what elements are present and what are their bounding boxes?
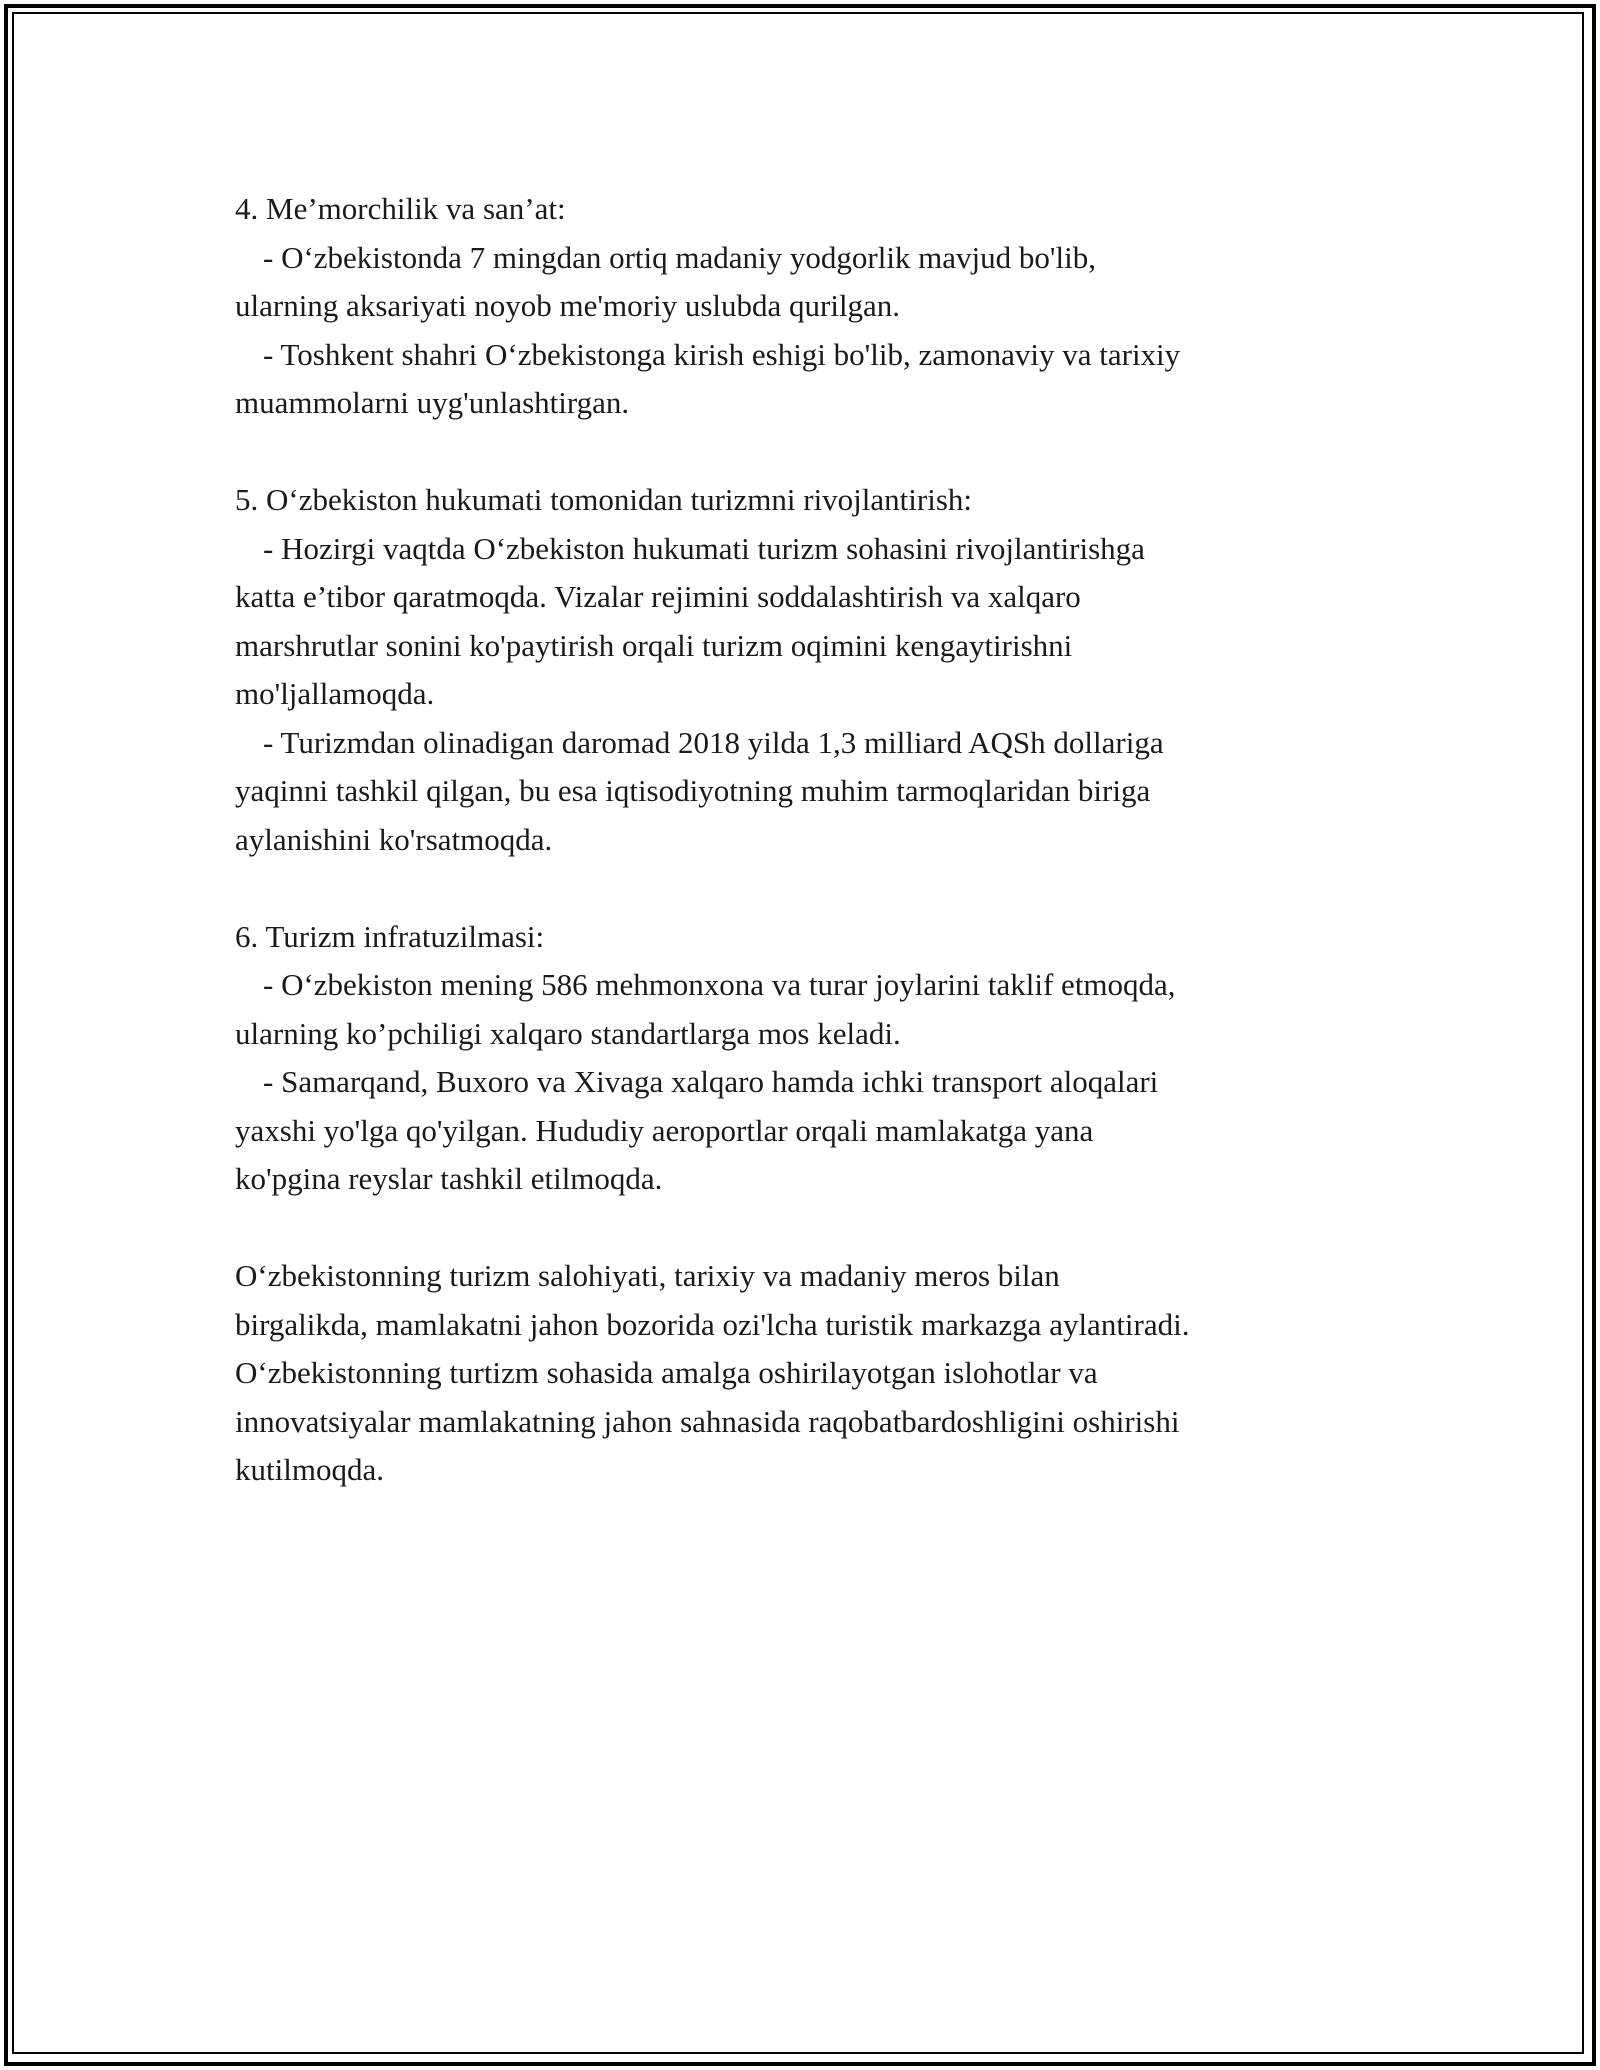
bullet-text-continued: ularning aksariyati noyob me'moriy uslubda qurilgan.: [235, 288, 901, 323]
bullet-text-continued: marshrutlar sonini ko'paytirish orqali turizm oqimini kengaytirishni: [235, 627, 1073, 663]
bullet-text: - O‘zbekistonda 7 mingdan ortiq madaniy yodgorlik mavjud bo'lib,: [263, 239, 1096, 275]
bullet-text-continued: katta e’tibor qaratmoqda. Vizalar rejimini soddalashtirish va xalqaro: [235, 579, 1081, 614]
paragraph-line: O‘zbekistonning turizm salohiyati, tarixiy va madaniy meros bilan: [235, 1258, 1060, 1293]
section-architecture-art: [235, 185, 1415, 428]
section-tourism-infrastructure: [235, 913, 1415, 1204]
section-heading: 4. Me’morchilik va san’at:: [235, 191, 566, 226]
paragraph-line: kutilmoqda.: [235, 1452, 384, 1487]
paragraph-gap: [235, 428, 1415, 477]
paragraph-line: innovatsiyalar mamlakatning jahon sahnasida raqobatbardoshligini oshirishi: [235, 1403, 1180, 1439]
paragraph-line: O‘zbekistonning turtizm sohasida amalga oshirilayotgan islohotlar va: [235, 1355, 1098, 1390]
bullet-text: - O‘zbekiston mening 586 mehmonxona va turar joylarini taklif etmoqda,: [263, 967, 1176, 1002]
bullet-text: - Toshkent shahri O‘zbekistonga kirish eshigi bo'lib, zamonaviy va tarixiy: [263, 336, 1181, 372]
document-body: [235, 185, 1415, 1495]
bullet-text-continued: mo'ljallamoqda.: [235, 676, 435, 711]
bullet-text: - Hozirgi vaqtda O‘zbekiston hukumati turizm sohasini rivojlantirishga: [263, 530, 1145, 566]
bullet-text-continued: muammolarni uyg'unlashtirgan.: [235, 385, 630, 420]
bullet-text-continued: ularning ko’pchiligi xalqaro standartlarga mos keladi.: [235, 1015, 901, 1051]
bullet-text-continued: ko'pgina reyslar tashkil etilmoqda.: [235, 1161, 663, 1196]
section-government-tourism: [235, 476, 1415, 864]
bullet-text: - Turizmdan olinadigan daromad 2018 yilda 1,3 milliard AQSh dollariga: [263, 724, 1164, 760]
bullet-text: - Samarqand, Buxoro va Xivaga xalqaro hamda ichki transport aloqalari: [263, 1064, 1159, 1099]
paragraph-gap: [235, 864, 1415, 913]
section-heading: 6. Turizm infratuzilmasi:: [235, 918, 545, 954]
section-heading: 5. O‘zbekiston hukumati tomonidan turizmni rivojlantirish:: [235, 482, 973, 517]
bullet-text-continued: yaqinni tashkil qilgan, bu esa iqtisodiyotning muhim tarmoqlaridan biriga: [235, 773, 1151, 808]
bullet-text-continued: yaxshi yo'lga qo'yilgan. Hududiy aeroportlar orqali mamlakatga yana: [235, 1112, 1094, 1148]
conclusion-paragraph: [235, 1252, 1415, 1495]
paragraph-gap: [235, 1204, 1415, 1253]
bullet-text-continued: aylanishini ko'rsatmoqda.: [235, 821, 553, 857]
paragraph-line: birgalikda, mamlakatni jahon bozorida ozi'lcha turistik markazga aylantiradi.: [235, 1306, 1190, 1342]
